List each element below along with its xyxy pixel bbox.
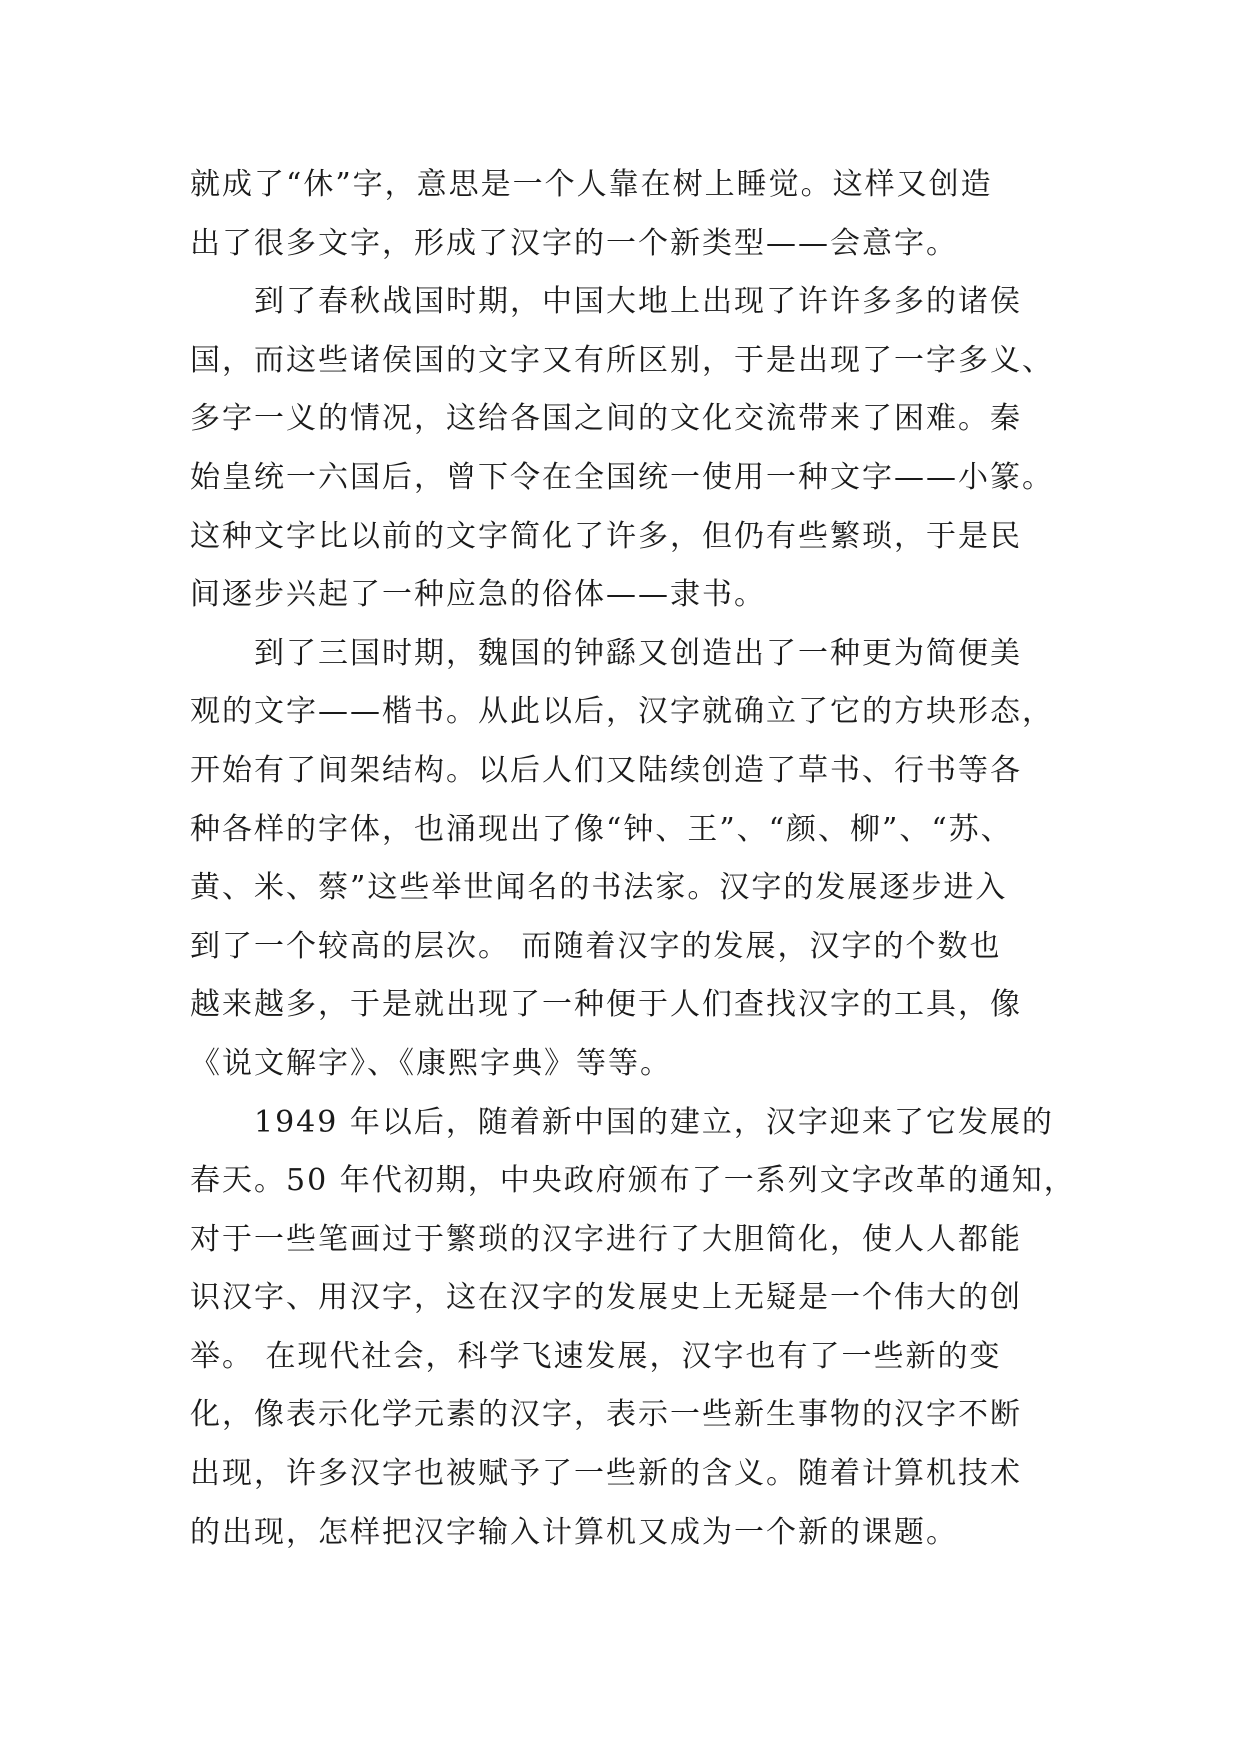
text-line: 的出现，怎样把汉字输入计算机又成为一个新的课题。 bbox=[190, 1514, 958, 1550]
text-line: 观的文字——楷书。从此以后，汉字就确立了它的方块形态， bbox=[190, 694, 1054, 730]
document-body bbox=[190, 156, 1076, 1562]
text-line: 开始有了间架结构。以后人们又陆续创造了草书、行书等各 bbox=[190, 752, 1022, 788]
text-line: 到了一个较高的层次。 而随着汉字的发展，汉字的个数也 bbox=[190, 928, 1002, 964]
text-line: 对于一些笔画过于繁琐的汉字进行了大胆简化，使人人都能 bbox=[190, 1221, 1022, 1257]
text-line: 到了春秋战国时期，中国大地上出现了许许多多的诸侯 bbox=[254, 284, 1022, 320]
text-line: 出现，许多汉字也被赋予了一些新的含义。随着计算机技术 bbox=[190, 1456, 1022, 1492]
text-line: 到了三国时期，魏国的钟繇又创造出了一种更为简便美 bbox=[254, 635, 1022, 671]
text-line: 间逐步兴起了一种应急的俗体——隶书。 bbox=[190, 577, 766, 613]
text-line: 化，像表示化学元素的汉字，表示一些新生事物的汉字不断 bbox=[190, 1397, 1022, 1433]
text-line: 出了很多文字，形成了汉字的一个新类型——会意字。 bbox=[190, 225, 958, 261]
text-line: 种各样的字体，也涌现出了像“钟、王”、“颜、柳”、“苏、 bbox=[190, 811, 1013, 847]
text-line: 越来越多，于是就出现了一种便于人们查找汉字的工具，像 bbox=[190, 987, 1022, 1023]
text-line: 黄、米、蔡”这些举世闻名的书法家。汉字的发展逐步进入 bbox=[190, 870, 1008, 906]
text-line: 始皇统一六国后，曾下令在全国统一使用一种文字——小篆。 bbox=[190, 459, 1054, 495]
text-line: 《说文解字》、《康熙字典》等等。 bbox=[190, 1045, 672, 1081]
text-line: 春天。50 年代初期，中央政府颁布了一系列文字改革的通知， bbox=[190, 1163, 1076, 1199]
text-line: 这种文字比以前的文字简化了许多，但仍有些繁琐，于是民 bbox=[190, 518, 1022, 554]
text-line: 1949 年以后，随着新中国的建立，汉字迎来了它发展的 bbox=[254, 1104, 1054, 1140]
text-line: 国，而这些诸侯国的文字又有所区别，于是出现了一字多义、 bbox=[190, 342, 1054, 378]
text-line: 识汉字、用汉字，这在汉字的发展史上无疑是一个伟大的创 bbox=[190, 1280, 1022, 1316]
text-line: 举。 在现代社会，科学飞速发展，汉字也有了一些新的变 bbox=[190, 1338, 1002, 1374]
text-line: 多字一义的情况，这给各国之间的文化交流带来了困难。秦 bbox=[190, 401, 1022, 437]
text-line: 就成了“休”字，意思是一个人靠在树上睡觉。这样又创造 bbox=[190, 167, 993, 202]
